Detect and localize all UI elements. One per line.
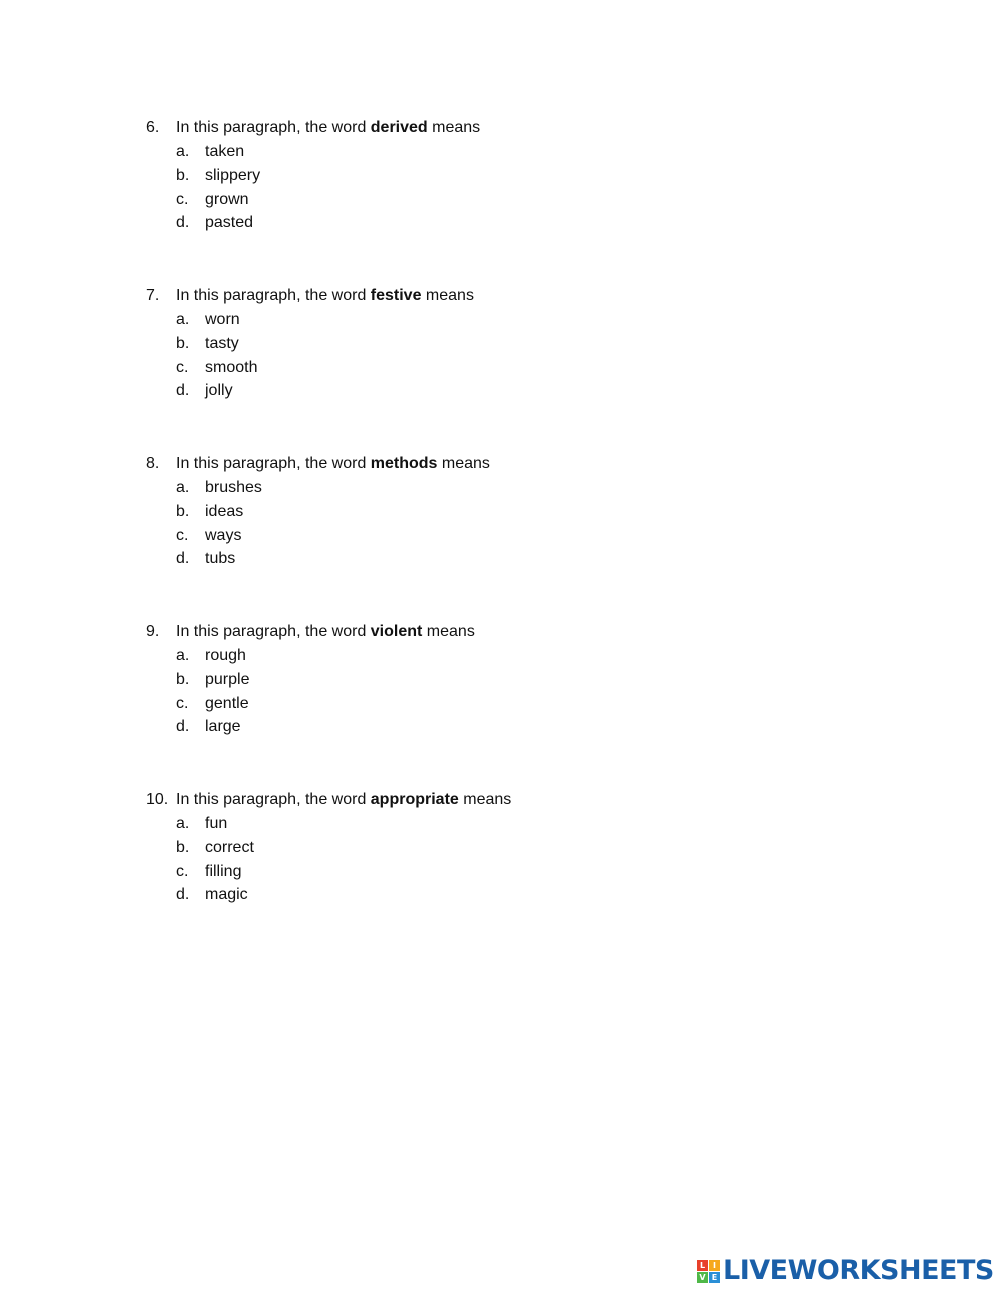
option-letter: b. [176,166,190,184]
question-prompt [146,788,846,812]
option-letter: c. [176,694,189,712]
question-suffix: means [427,119,481,136]
answer-option-b[interactable] [146,164,846,188]
question-number: 10. [146,791,169,808]
question-keyword: methods [370,455,438,472]
option-letter: c. [176,526,189,544]
option-letter: c. [176,862,189,880]
question-number: 8. [146,455,160,472]
answer-option-b[interactable] [146,332,846,356]
question-number: 9. [146,623,160,640]
option-text: worn [205,311,240,328]
option-text: jolly [205,382,233,400]
option-letter: a. [176,311,190,328]
option-text: large [205,718,241,736]
question-text [176,620,475,644]
question-suffix: means [437,455,490,472]
question-text [176,116,480,140]
option-text: gentle [205,694,249,712]
answer-option-d[interactable] [146,883,846,907]
question-8 [146,452,846,571]
answer-option-b[interactable] [146,836,846,860]
question-prefix: In this paragraph, the word [176,791,371,808]
option-text: filling [205,862,242,880]
question-text [176,788,511,812]
answer-option-d[interactable] [146,547,846,571]
option-letter: d. [176,214,190,232]
logo-block-l: L [697,1260,708,1271]
answer-option-c[interactable] [146,356,846,380]
question-prompt [146,284,846,308]
option-letter: b. [176,838,190,856]
question-prompt [146,452,846,476]
logo-block-i: I [709,1260,720,1271]
option-letter: d. [176,550,190,568]
answer-option-d[interactable] [146,715,846,739]
option-letter: c. [176,190,189,208]
question-keyword: appropriate [370,791,459,808]
logo-text: LIVEWORKSHEETS [723,1255,994,1286]
option-text: brushes [205,479,262,496]
option-text: taken [205,143,245,160]
option-text: magic [205,886,248,904]
answer-option-b[interactable] [146,668,846,692]
answer-option-c[interactable] [146,860,846,884]
question-number: 6. [146,119,160,136]
question-prompt [146,620,846,644]
question-6 [146,116,846,235]
question-prefix: In this paragraph, the word [176,455,371,472]
option-text: fun [205,815,228,832]
question-keyword: violent [370,623,423,640]
option-text: correct [205,838,254,856]
question-text [176,452,490,476]
answer-option-a[interactable] [146,644,846,668]
option-text: purple [205,670,250,688]
question-suffix: means [458,791,512,808]
option-letter: a. [176,479,190,496]
question-number: 7. [146,287,160,304]
question-prefix: In this paragraph, the word [176,623,371,640]
logo-block-v: V [697,1272,708,1283]
option-letter: a. [176,815,190,832]
question-suffix: means [422,623,475,640]
liveworksheets-logo [697,1257,994,1285]
question-text [176,284,474,308]
answer-option-a[interactable] [146,812,846,836]
option-letter: d. [176,886,190,904]
question-keyword: festive [370,287,422,304]
option-letter: b. [176,502,190,520]
option-text: smooth [205,358,258,376]
question-10 [146,788,846,907]
option-letter: c. [176,358,189,376]
option-text: tubs [205,550,236,568]
option-text: ways [205,526,242,544]
question-prefix: In this paragraph, the word [176,119,371,136]
logo-block-e: E [709,1272,720,1283]
answer-option-d[interactable] [146,211,846,235]
question-9 [146,620,846,739]
option-letter: a. [176,647,190,664]
option-letter: b. [176,334,190,352]
answer-option-c[interactable] [146,692,846,716]
answer-option-b[interactable] [146,500,846,524]
option-letter: a. [176,143,190,160]
answer-option-a[interactable] [146,476,846,500]
logo-blocks-icon [697,1260,720,1283]
question-keyword: derived [370,119,428,136]
answer-option-c[interactable] [146,188,846,212]
answer-option-d[interactable] [146,379,846,403]
option-letter: b. [176,670,190,688]
option-text: pasted [205,214,254,232]
option-letter: d. [176,718,190,736]
answer-option-a[interactable] [146,308,846,332]
option-letter: d. [176,382,190,400]
question-prefix: In this paragraph, the word [176,287,371,304]
question-prompt [146,116,846,140]
option-text: tasty [205,334,239,352]
option-text: grown [205,190,249,208]
question-7 [146,284,846,403]
option-text: ideas [205,502,244,520]
answer-option-a[interactable] [146,140,846,164]
option-text: slippery [205,166,261,184]
answer-option-c[interactable] [146,524,846,548]
question-suffix: means [421,287,474,304]
option-text: rough [205,647,246,664]
